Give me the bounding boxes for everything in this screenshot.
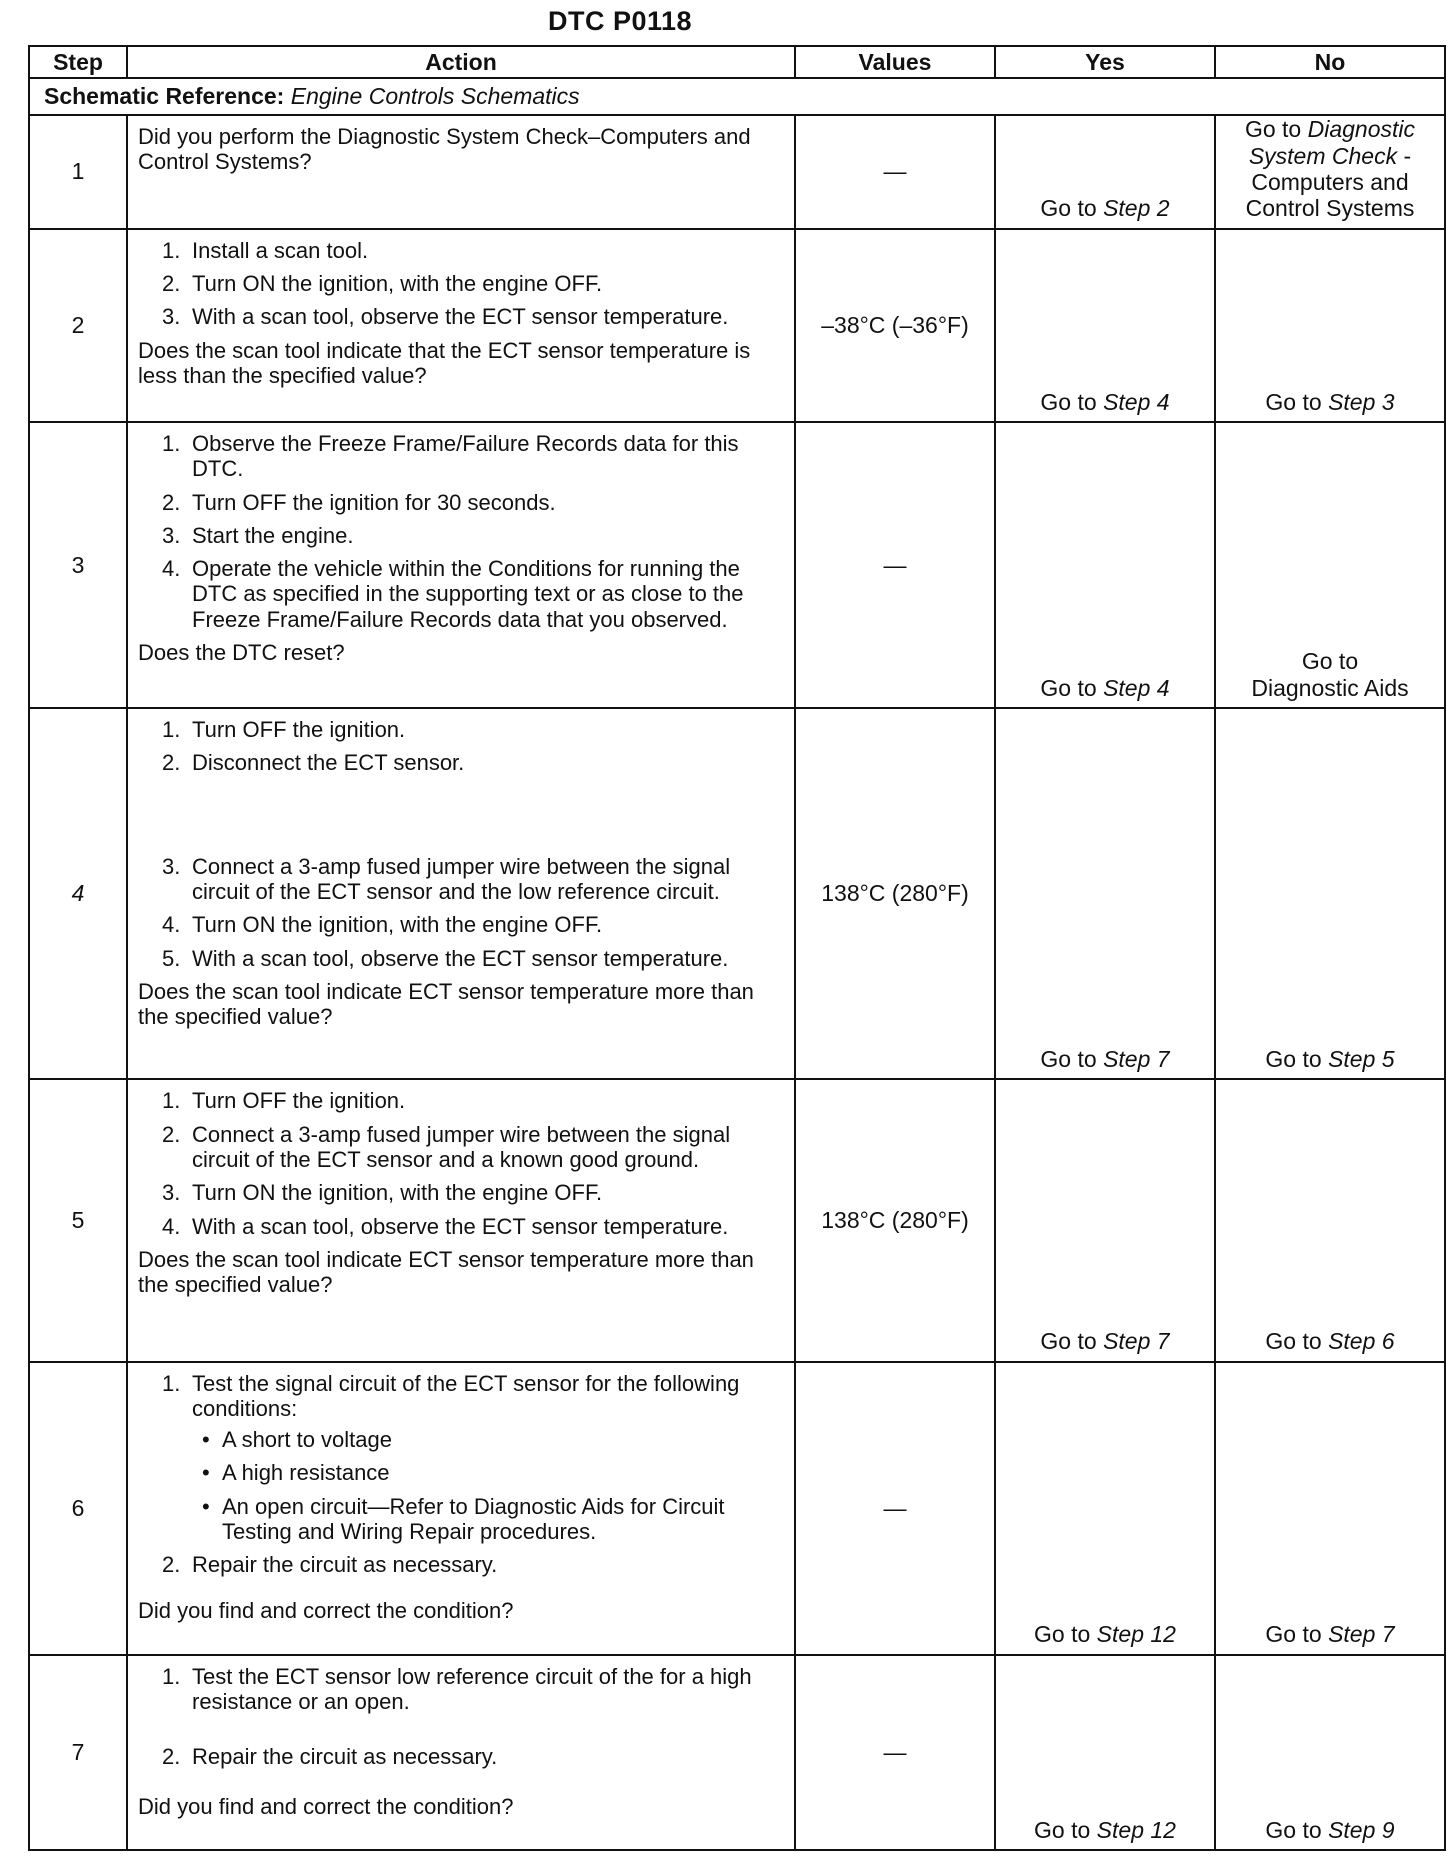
header-values: Values: [795, 46, 995, 78]
no-cell: [1215, 229, 1445, 422]
action-steps: [138, 1088, 784, 1238]
list-item: 3. Turn ON the ignition, with the engine OFF.: [162, 1180, 603, 1206]
list-item: 1. Test the ECT sensor low reference circuit of the for a high resistance or an open.: [162, 1663, 752, 1715]
yes-target: Step 12: [1096, 1816, 1176, 1843]
goto-prefix: Go to: [1040, 1328, 1097, 1355]
goto-prefix: Go to: [1265, 1328, 1322, 1355]
condition-list: [192, 1427, 784, 1544]
no-cell: [1215, 422, 1445, 708]
table-row: [29, 1079, 1445, 1361]
action-steps: [138, 717, 784, 971]
action-question: Does the scan tool indicate that the ECT sensor temperature is less than the specified value?: [138, 337, 751, 389]
goto-prefix: Go to: [1265, 388, 1322, 415]
list-item: 2. Turn ON the ignition, with the engine OFF.: [162, 271, 603, 297]
action-question: Does the scan tool indicate ECT sensor temperature more than the specified value?: [138, 978, 754, 1030]
step-number: 5: [29, 1079, 127, 1361]
step-number: 7: [29, 1655, 127, 1850]
yes-target: Step 7: [1103, 1045, 1170, 1072]
no-target: Diagnostic Aids: [1251, 674, 1409, 701]
document-title: DTC P0118: [547, 6, 693, 36]
no-target: Step 5: [1328, 1045, 1395, 1072]
schematic-value: Engine Controls Schematics: [290, 83, 580, 109]
yes-cell: [995, 1079, 1215, 1361]
goto-prefix: Go to: [1034, 1816, 1091, 1843]
list-item: 1. Turn OFF the ignition.: [162, 1088, 406, 1114]
no-cell: [1215, 115, 1445, 229]
list-item: • A high resistance: [202, 1460, 390, 1486]
header-no: No: [1215, 46, 1445, 78]
yes-cell: [995, 1362, 1215, 1655]
list-item: 4. With a scan tool, observe the ECT sensor temperature.: [162, 1213, 729, 1239]
yes-target: Step 7: [1103, 1328, 1170, 1355]
step-number: 2: [29, 229, 127, 422]
step-number: 4: [29, 708, 127, 1079]
list-item: 2. Turn OFF the ignition for 30 seconds.: [162, 489, 556, 515]
list-item: 1. Turn OFF the ignition.: [162, 717, 406, 743]
no-cell: [1215, 1362, 1445, 1655]
table-row: [29, 1655, 1445, 1850]
dtc-table: [28, 45, 1446, 1851]
yes-cell: [995, 229, 1215, 422]
values-cell: 138°C (280°F): [795, 1079, 995, 1361]
goto-prefix: Go to: [1265, 1621, 1322, 1648]
action-cell: [127, 422, 795, 708]
goto-prefix: Go to: [1244, 116, 1302, 143]
goto-prefix: Go to: [1034, 1621, 1091, 1648]
action-cell: [127, 708, 795, 1079]
step-number: 3: [29, 422, 127, 708]
step-number: 6: [29, 1362, 127, 1655]
action-question: Did you perform the Diagnostic System Check–Computers and Control Systems?: [138, 124, 751, 175]
action-cell: [127, 115, 795, 229]
action-cell: [127, 1655, 795, 1850]
yes-cell: [995, 422, 1215, 708]
goto-prefix: Go to: [1265, 1816, 1322, 1843]
no-cell: [1215, 1655, 1445, 1850]
list-item: 3. Start the engine.: [162, 522, 354, 548]
header-yes: Yes: [995, 46, 1215, 78]
yes-target: Step 2: [1103, 195, 1170, 222]
list-item: 1. Test the signal circuit of the ECT sensor for the following conditions: • A short to voltage • A high resistance • An open circuit—Refer to Diagnostic Aids for Circuit Testing and Wiring Repair procedures.: [138, 1371, 784, 1545]
table-row: [29, 1362, 1445, 1655]
list-item: 4. Operate the vehicle within the Conditions for running the DTC as specified in the supporting text or as close to the Freeze Frame/Failure Records data that you observed.: [162, 556, 744, 632]
no-target: Step 6: [1328, 1328, 1395, 1355]
list-item: 2. Connect a 3-amp fused jumper wire between the signal circuit of the ECT sensor and a known good ground.: [162, 1121, 731, 1172]
goto-prefix: Go to: [1040, 674, 1097, 701]
action-question: Does the DTC reset?: [138, 640, 345, 666]
no-cell: [1215, 708, 1445, 1079]
action-steps: [138, 238, 784, 330]
action-steps: [138, 1664, 784, 1770]
values-cell: 138°C (280°F): [795, 708, 995, 1079]
goto-prefix: Go to: [1040, 195, 1097, 222]
no-goto: Go to: [1301, 648, 1359, 675]
yes-target: Step 4: [1103, 388, 1170, 415]
step-number: 1: [29, 115, 127, 229]
table-row: [29, 229, 1445, 422]
schematic-reference: [29, 78, 1445, 115]
goto-prefix: Go to: [1265, 1045, 1322, 1072]
schematic-reference-row: [29, 78, 1445, 115]
list-item: 4. Turn ON the ignition, with the engine OFF.: [162, 912, 603, 938]
table-row: [29, 708, 1445, 1079]
values-cell: —: [795, 422, 995, 708]
action-question: Does the scan tool indicate ECT sensor temperature more than the specified value?: [138, 1246, 754, 1298]
list-item: 2. Repair the circuit as necessary.: [162, 1552, 498, 1578]
action-steps: [138, 431, 784, 632]
header-step: Step: [29, 46, 127, 78]
schematic-label: Schematic Reference:: [44, 83, 285, 109]
action-cell: [127, 1079, 795, 1361]
values-cell: –38°C (–36°F): [795, 229, 995, 422]
goto-prefix: Go to: [1040, 1045, 1097, 1072]
action-question: Did you find and correct the condition?: [138, 1597, 514, 1623]
no-target-detail: Computers and Control Systems: [1245, 168, 1415, 222]
no-target: Diagnostic System Check: [1248, 116, 1416, 169]
list-item: 2. Repair the circuit as necessary.: [162, 1744, 498, 1770]
list-item: 1. Install a scan tool.: [162, 237, 369, 263]
goto-prefix: Go to: [1040, 388, 1097, 415]
action-question: Did you find and correct the condition?: [138, 1793, 514, 1819]
list-item: 3. With a scan tool, observe the ECT sensor temperature.: [162, 304, 729, 330]
values-cell: —: [795, 1362, 995, 1655]
yes-target: Step 4: [1103, 674, 1170, 701]
action-steps: [138, 1371, 784, 1578]
table-row: [29, 422, 1445, 708]
list-item: 3. Connect a 3-amp fused jumper wire between the signal circuit of the ECT sensor and the low reference circuit.: [162, 853, 731, 905]
header-row: [29, 46, 1445, 78]
yes-target: Step 12: [1096, 1621, 1176, 1648]
header-action: Action: [127, 46, 795, 78]
action-cell: [127, 229, 795, 422]
list-item: 2. Disconnect the ECT sensor.: [162, 750, 465, 776]
yes-cell: [995, 708, 1215, 1079]
list-item: 1. Observe the Freeze Frame/Failure Records data for this DTC.: [162, 430, 739, 482]
action-cell: [127, 1362, 795, 1655]
values-cell: —: [795, 1655, 995, 1850]
values-cell: —: [795, 115, 995, 229]
no-target-suffix: -: [1397, 142, 1412, 169]
list-item: 5. With a scan tool, observe the ECT sensor temperature.: [162, 945, 729, 971]
no-target: Step 7: [1328, 1621, 1395, 1648]
list-item: • A short to voltage: [202, 1427, 392, 1453]
table-row: [29, 115, 1445, 229]
list-item: • An open circuit—Refer to Diagnostic Aids for Circuit Testing and Wiring Repair procedures.: [202, 1493, 725, 1545]
yes-cell: [995, 115, 1215, 229]
no-target: Step 3: [1328, 388, 1395, 415]
no-target: Step 9: [1328, 1816, 1395, 1843]
blank-space: [138, 784, 784, 846]
no-cell: [1215, 1079, 1445, 1361]
yes-cell: [995, 1655, 1215, 1850]
